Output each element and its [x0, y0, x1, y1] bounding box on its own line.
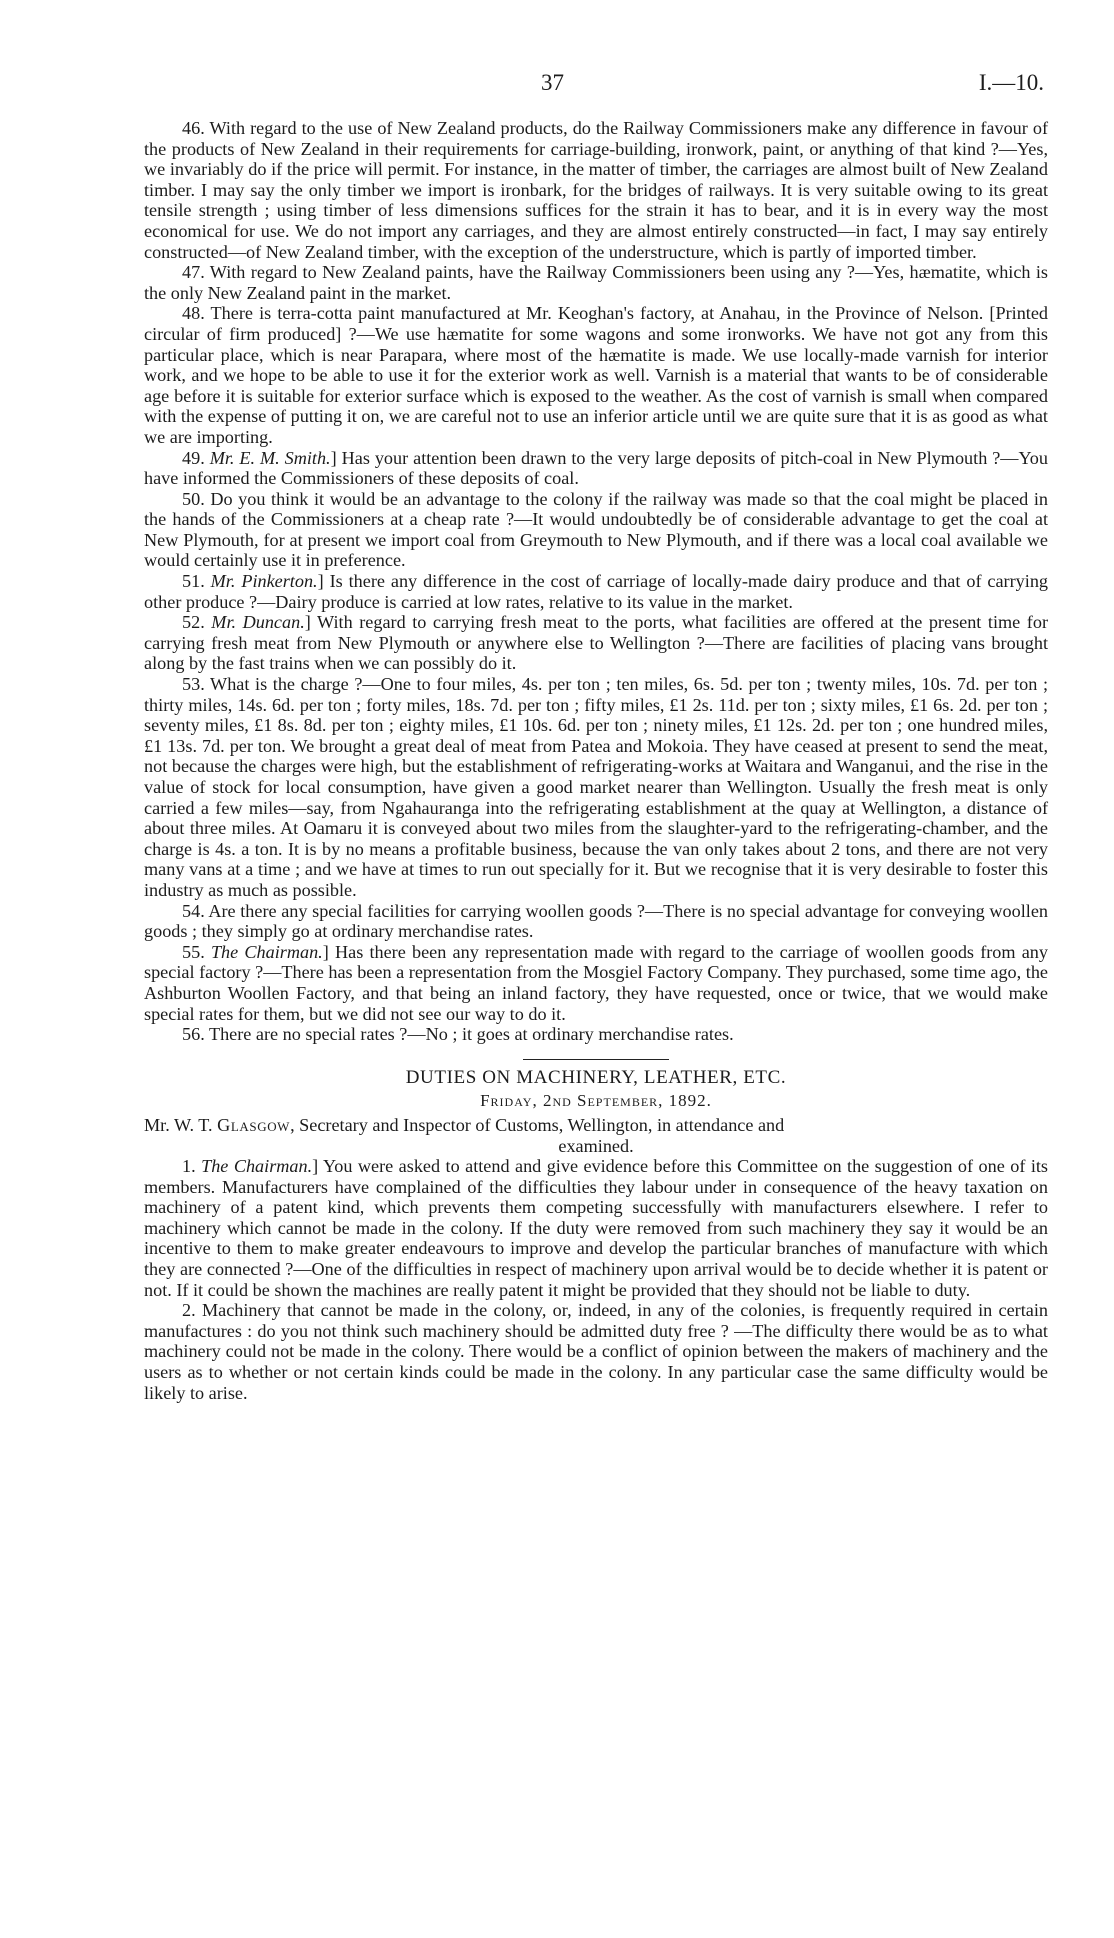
question-text: Machinery that cannot be made in the colony, or, indeed, in any of the colonies, is frequently required in certain manufactures : do you not think such machinery should be admitted duty free ? —The difficulty there would be as to what machinery could not be made in the colony. There would be a conflict of opinion between the makers of machinery and the users as to whether or not certain kinds could be made in the colony. In any particular case the same difficulty would be likely to arise.: [144, 1300, 1049, 1403]
question-number: 46.: [182, 118, 210, 138]
question-text: ] You were asked to attend and give evidence before this Committee on the suggestion of one of its members. Manufacturers have complained of the difficulties they labour under in consequence of the heavy taxation on machinery of a patent kind, which prevents them competing successfully with manufacturers elsewhere. I refer to machinery which cannot be made in the colony. If the duty were removed from such machinery they say it would be an incentive to them to make greater endeavours to improve and develop the particular branches of manufacture with which they are connected ?—One of the difficulties in respect of machinery upon arrival would be to decide whether it is patent or not. If it could be shown the machines are really patent it might be provided that they should not be liable to duty.: [144, 1156, 1048, 1300]
question-number: 50.: [182, 488, 211, 509]
question-paragraph: [144, 571, 1048, 612]
witness-line: [144, 1115, 1048, 1136]
section-date: Friday, 2nd September, 1892.: [480, 1091, 712, 1111]
question-text: There are no special rates ?—No ; it goes at ordinary merchandise rates.: [208, 1024, 734, 1045]
question-paragraph: [144, 1024, 1048, 1045]
question-paragraph: [144, 942, 1048, 1024]
question-text: Are there any special facilities for carrying woollen goods ?—There is no special advantage for conveying woollen goods ; they simply go at ordinary merchandise rates.: [144, 900, 1048, 942]
question-number: 2.: [182, 1300, 202, 1321]
speaker-name: Mr. Duncan.: [211, 612, 305, 633]
paper-reference: I.—10.: [978, 70, 1044, 95]
question-number: 48.: [182, 303, 211, 324]
question-text: What is the charge ?—One to four miles, 4s. per ton ; ten miles, 6s. 5d. per ton ; twenty miles, 10s. 7d. per ton ; thirty miles, 14s. 6d. per ton ; forty miles, 18s. 7d. per ton ; fifty miles, £1 2s. 11d. per ton ; sixty miles, £1 6s. 2d. per ton ; seventy miles, £1 8s. 8d. per ton ; eighty miles, £1 10s. 6d. per ton ; ninety miles, £1 12s. 2d. per ton ; one hundred miles, £1 13s. 7d. per ton. We brought a great deal of meat from Patea and Mokoia. They have ceased at present to send the meat, not because the charges were high, but the establishment of refrigerating-works at Waitara and Wanganui, and the rise in the value of stock for local consumption, have given a good market nearer than Wellington. Usually the fresh meat is only carried a few miles—say, from Ngahauranga into the refrigerating establishment at the quay at Wellington, a distance of about three miles. At Oamaru it is conveyed about two miles from the slaughter-yard to the refrigerating-chamber, and the charge is 4s. a ton. It is by no means a profitable business, because the van only takes about 2 tons, and there are not very many vans at a time ; and we have at times to run out specially for it. But we recognise that it is very desirable to foster this industry as much as possible.: [144, 674, 1049, 900]
question-text: ] Is there any difference in the cost of carriage of locally-made dairy produce and that of carrying other produce ?—Dairy produce is carried at low rates, relative to its value in the market.: [144, 571, 1049, 612]
document-body: [144, 118, 1048, 1403]
question-text: With regard to New Zealand paints, have the Railway Commissioners been using any ?—Yes, hæmatite, which is the only New Zealand paint in the market.: [144, 262, 1048, 303]
page-header: [0, 70, 1114, 100]
question-paragraph: [144, 448, 1048, 489]
section-divider: [523, 1059, 669, 1060]
section-title: DUTIES ON MACHINERY, LEATHER, ETC.: [405, 1066, 787, 1088]
question-number: 56.: [182, 1024, 209, 1045]
question-number: 52.: [182, 612, 212, 633]
speaker-name: The Chairman.: [201, 1156, 313, 1177]
evidence-section-railways: [144, 118, 1048, 1045]
witness-prefix: Mr. W. T.: [144, 1114, 218, 1135]
question-text: Do you think it would be an advantage to the colony if the railway was made so that the coal might be placed in the hands of the Commissioners at a cheap rate ?—It would undoubtedly be of considerable advantage to get the coal at New Plymouth, for at present we import coal from Greymouth to New Plymouth, and if there was a local coal available we would certainly use it in preference.: [144, 488, 1048, 571]
evidence-section-machinery: [144, 1156, 1048, 1403]
question-number: 54.: [182, 900, 209, 921]
witness-line-end: examined.: [558, 1135, 634, 1156]
question-paragraph: [144, 118, 1048, 262]
speaker-name: The Chairman.: [210, 941, 323, 962]
question-text: ] Has there been any representation made with regard to the carriage of woollen goods from any special factory ?—There has been a representation from the Mosgiel Factory Company. They purchased, some time ago, the Ashburton Woollen Factory, and that being an inland factory, they have requested, once or twice, that we would make special rates for them, but we did not see our way to do it.: [144, 941, 1048, 1024]
witness-name: Glasgow: [217, 1114, 291, 1135]
question-text: There is terra-cotta paint manufactured at Mr. Keoghan's factory, at Anahau, in the Province of Nelson. [Printed circular of firm produced] ?—We use hæmatite for some wagons and some ironworks. We have not got any from this particular place, which is near Parapara, where most of the hæmatite is made. We use locally-made varnish for interior work, and we hope to be able to use it for the exterior work as well. Varnish is a material that wants to be of considerable age before it is suitable for exterior surface which is exposed to the weather. As the cost of varnish is small when compared with the expense of putting it on, we are careful not to use an inferior article until we are quite sure that it is as good as what we are importing.: [144, 303, 1049, 447]
question-text: With regard to the use of New Zealand products, do the Railway Commissioners make any difference in favour of the products of New Zealand in their requirements for carriage-building, ironwork, paint, or anything of that kind ?—Yes, we invariably do if the price will permit. For instance, in the matter of timber, the carriages are almost built of New Zealand timber. I may say the only timber we import is ironbark, for the bridges of railways. It is very suitable owing to its great tensile strength ; using timber of less dimensions suffices for the strain it has to bear, and it is in every way the most economical for use. We do not import any carriages, and they are almost entirely constructed—in fact, I may say entirely constructed—of New Zealand timber, with the exception of the understructure, which is partly of imported timber.: [144, 118, 1048, 262]
question-paragraph: [144, 674, 1048, 901]
question-paragraph: [144, 1300, 1048, 1403]
speaker-name: Mr. Pinkerton.: [210, 571, 318, 592]
question-text: ] With regard to carrying fresh meat to the ports, what facilities are offered at the present time for carrying fresh meat from New Plymouth or anywhere else to Wellington ?—There are facilities of placing vans brought along by the fast trains when we can possibly do it.: [144, 612, 1049, 674]
speaker-name: Mr. E. M. Smith.: [209, 447, 331, 468]
question-number: 49.: [182, 447, 210, 468]
question-paragraph: [144, 489, 1048, 571]
question-text: ] Has your attention been drawn to the very large deposits of pitch-coal in New Plymouth ?—You have informed the Commissioners of these deposits of coal.: [144, 447, 1048, 489]
question-number: 51.: [182, 571, 211, 592]
question-paragraph: [144, 612, 1048, 674]
question-number: 1.: [182, 1156, 202, 1177]
question-number: 55.: [182, 941, 211, 962]
question-number: 47.: [182, 262, 210, 283]
page-number: 37: [541, 70, 564, 95]
question-number: 53.: [182, 674, 211, 695]
question-paragraph: [144, 901, 1048, 942]
question-paragraph: [144, 262, 1048, 303]
witness-description: , Secretary and Inspector of Customs, Wellington, in attendance and: [290, 1114, 785, 1135]
question-paragraph: [144, 303, 1048, 447]
question-paragraph: [144, 1156, 1048, 1300]
